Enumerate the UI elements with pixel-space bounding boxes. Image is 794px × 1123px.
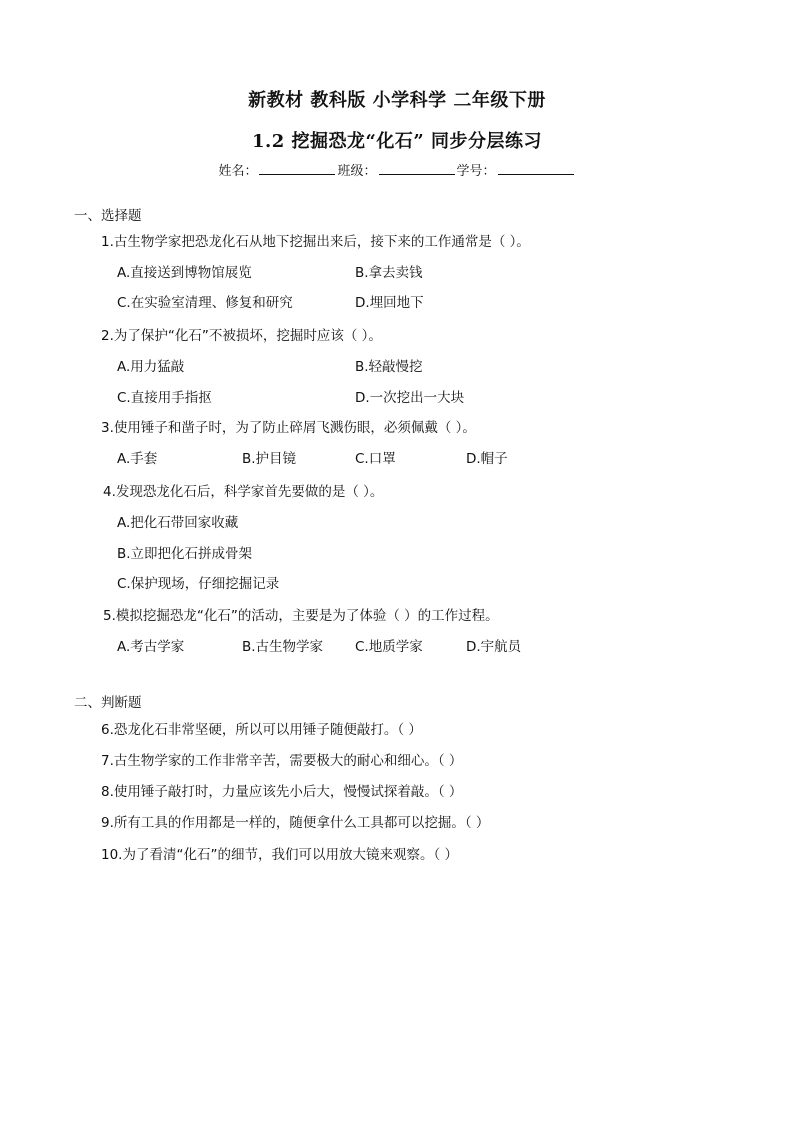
q3-option-b: B.护目镜: [242, 451, 297, 467]
q1-option-a: A.直接送到博物馆展览: [117, 265, 252, 281]
lesson-title: 1.2 挖掘恐龙“化石” 同步分层练习: [251, 131, 543, 152]
id-blank[interactable]: [498, 162, 574, 175]
q1-option-c: C.在实验室清理、修复和研究: [117, 295, 293, 311]
question-2: 2.为了保护“化石”不被损坏，挖掘时应该（ ）。: [101, 328, 382, 344]
q2-option-c: C.直接用手指抠: [117, 390, 212, 406]
q3-option-d: D.帽子: [466, 451, 508, 467]
q5-option-d: D.宇航员: [466, 639, 522, 655]
q4-option-a: A.把化石带回家收藏: [117, 515, 239, 531]
q3-option-c: C.口罩: [355, 451, 396, 467]
question-7: 7.古生物学家的工作非常辛苦，需要极大的耐心和细心。（ ）: [101, 753, 463, 769]
name-blank[interactable]: [259, 162, 335, 175]
name-label: 姓名：: [218, 164, 258, 179]
question-5: 5.模拟挖掘恐龙“化石”的活动，主要是为了体验（ ）的工作过程。: [103, 608, 499, 624]
q4-option-b: B.立即把化石拼成骨架: [117, 546, 253, 562]
question-3: 3.使用锤子和凿子时，为了防止碎屑飞溅伤眼，必须佩戴（ ）。: [101, 420, 476, 436]
q5-option-a: A.考古学家: [117, 639, 185, 655]
question-4: 4.发现恐龙化石后，科学家首先要做的是（ ）。: [103, 484, 384, 500]
worksheet-title: 新教材 教科版 小学科学 二年级下册: [248, 90, 546, 111]
question-9: 9.所有工具的作用都是一样的，随便拿什么工具都可以挖掘。（ ）: [101, 815, 490, 831]
class-blank[interactable]: [379, 162, 455, 175]
question-6: 6.恐龙化石非常坚硬，所以可以用锤子随便敲打。（ ）: [101, 722, 422, 738]
q3-option-a: A.手套: [117, 451, 158, 467]
q1-option-d: D.埋回地下: [355, 295, 424, 311]
q2-option-d: D.一次挖出一大块: [355, 390, 465, 406]
q2-option-b: B.轻敲慢挖: [355, 359, 423, 375]
student-info-line: [0, 160, 794, 179]
q5-option-c: C.地质学家: [355, 639, 423, 655]
section-title-choice: 一、选择题: [74, 208, 142, 224]
q4-option-c: C.保护现场，仔细挖掘记录: [117, 576, 280, 592]
q1-option-b: B.拿去卖钱: [355, 265, 423, 281]
class-label: 班级：: [337, 164, 377, 179]
section-title-judgement: 二、判断题: [74, 695, 142, 711]
question-1: 1.古生物学家把恐龙化石从地下挖掘出来后，接下来的工作通常是（ ）。: [101, 234, 530, 250]
id-label: 学号：: [456, 164, 496, 179]
question-8: 8.使用锤子敲打时，力量应该先小后大，慢慢试探着敲。（ ）: [101, 784, 463, 800]
question-10: 10.为了看清“化石”的细节，我们可以用放大镜来观察。（ ）: [101, 847, 458, 863]
q5-option-b: B.古生物学家: [242, 639, 324, 655]
q2-option-a: A.用力猛敲: [117, 359, 185, 375]
